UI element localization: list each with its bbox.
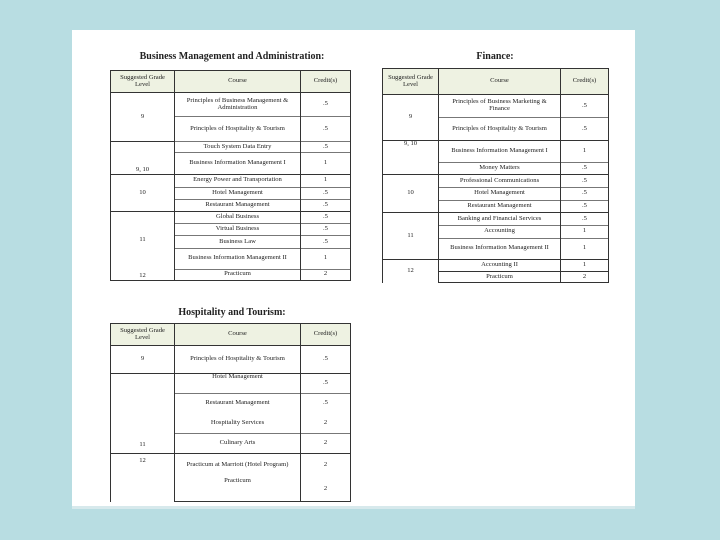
credit-cell: .5 <box>301 374 351 394</box>
credit-cell: .5 <box>301 117 351 141</box>
course-cell: Restaurant Management <box>175 199 301 211</box>
credits-column-header: Credit(s) <box>301 324 351 346</box>
credits-column-header: Credit(s) <box>561 69 609 95</box>
course-cell: Practicum <box>175 478 301 502</box>
course-cell: Practicum at Marriott (Hotel Program) <box>175 454 301 478</box>
credit-cell: .5 <box>301 346 351 374</box>
course-cell: Money Matters <box>439 162 561 175</box>
grade-cell: 11 <box>111 374 175 454</box>
course-cell: Professional Communications <box>439 175 561 188</box>
business-course-table <box>110 70 351 281</box>
course-cell: Restaurant Management <box>439 200 561 213</box>
credit-cell: 1 <box>301 153 351 175</box>
credit-cell: 2 <box>301 478 351 502</box>
credit-cell: 1 <box>561 141 609 162</box>
grade-cell: 9 <box>111 346 175 374</box>
course-cell: Principles of Hospitality & Tourism <box>175 117 301 141</box>
grade-column-header: Suggested Grade Level <box>383 69 439 95</box>
credit-cell: .5 <box>561 187 609 200</box>
course-cell: Virtual Business <box>175 224 301 236</box>
course-cell: Culinary Arts <box>175 434 301 454</box>
course-cell: Principles of Business Marketing & Finance <box>439 95 561 118</box>
course-cell: Accounting II <box>439 259 561 272</box>
grade-cell: 12 <box>383 259 439 282</box>
credit-cell: 1 <box>301 175 351 187</box>
credit-cell: .5 <box>301 224 351 236</box>
credit-cell: .5 <box>301 211 351 223</box>
hospitality-course-table <box>110 323 351 502</box>
hospitality-section-title: Hospitality and Tourism: <box>178 307 286 318</box>
grade-cell: 9, 10 <box>383 141 439 175</box>
credit-cell: .5 <box>301 187 351 199</box>
course-cell: Business Law <box>175 236 301 248</box>
credit-cell: .5 <box>561 200 609 213</box>
credit-cell: .5 <box>301 199 351 211</box>
course-cell: Banking and Financial Services <box>439 213 561 226</box>
credit-cell: .5 <box>301 141 351 152</box>
credit-cell: .5 <box>301 236 351 248</box>
grade-column-header: Suggested Grade Level <box>111 324 175 346</box>
credit-cell: 2 <box>301 434 351 454</box>
course-cell: Business Information Management I <box>175 153 301 175</box>
credit-cell: .5 <box>561 175 609 188</box>
credit-cell: 1 <box>301 248 351 269</box>
credit-cell: .5 <box>561 213 609 226</box>
course-cell: Principles of Business Management & Administration <box>175 93 301 117</box>
course-cell: Business Information Management I <box>439 141 561 162</box>
grade-column-header: Suggested Grade Level <box>111 71 175 93</box>
credits-column-header: Credit(s) <box>301 71 351 93</box>
course-cell: Accounting <box>439 225 561 238</box>
grade-cell: 11 <box>383 213 439 259</box>
credit-cell: 2 <box>561 272 609 283</box>
course-cell: Energy Power and Transportation <box>175 175 301 187</box>
credit-cell: .5 <box>561 162 609 175</box>
grade-cell: 10 <box>383 175 439 213</box>
business-section-title: Business Management and Administration: <box>139 51 325 62</box>
course-cell: Hotel Management <box>175 374 301 394</box>
course-cell: Principles of Hospitality & Tourism <box>439 118 561 141</box>
course-column-header: Course <box>175 324 301 346</box>
finance-section-title: Finance: <box>476 51 514 62</box>
course-cell: Restaurant Management <box>175 394 301 414</box>
grade-cell: 9 <box>111 93 175 142</box>
course-cell: Practicum <box>439 272 561 283</box>
grade-cell: 12 <box>111 454 175 502</box>
course-cell: Hotel Management <box>175 187 301 199</box>
credit-cell: .5 <box>301 394 351 414</box>
course-column-header: Course <box>439 69 561 95</box>
credit-cell: 1 <box>561 238 609 259</box>
course-column-header: Course <box>175 71 301 93</box>
course-cell: Hospitality Services <box>175 414 301 434</box>
credit-cell: 2 <box>301 414 351 434</box>
grade-cell: 11 <box>111 211 175 269</box>
grade-cell: 12 <box>111 269 175 280</box>
course-cell: Practicum <box>175 269 301 280</box>
finance-course-table <box>382 68 609 283</box>
credit-cell: .5 <box>301 93 351 117</box>
credit-cell: 1 <box>561 225 609 238</box>
credit-cell: .5 <box>561 95 609 118</box>
course-cell: Principles of Hospitality & Tourism <box>175 346 301 374</box>
course-cell: Business Information Management II <box>439 238 561 259</box>
course-cell: Hotel Management <box>439 187 561 200</box>
credit-cell: 2 <box>301 454 351 478</box>
credit-cell: .5 <box>561 118 609 141</box>
credit-cell: 1 <box>561 259 609 272</box>
grade-cell: 9 <box>383 95 439 141</box>
grade-cell: 10 <box>111 175 175 212</box>
credit-cell: 2 <box>301 269 351 280</box>
course-cell: Global Business <box>175 211 301 223</box>
course-cell: Touch System Data Entry <box>175 141 301 152</box>
course-cell: Business Information Management II <box>175 248 301 269</box>
grade-cell: 9, 10 <box>111 141 175 174</box>
